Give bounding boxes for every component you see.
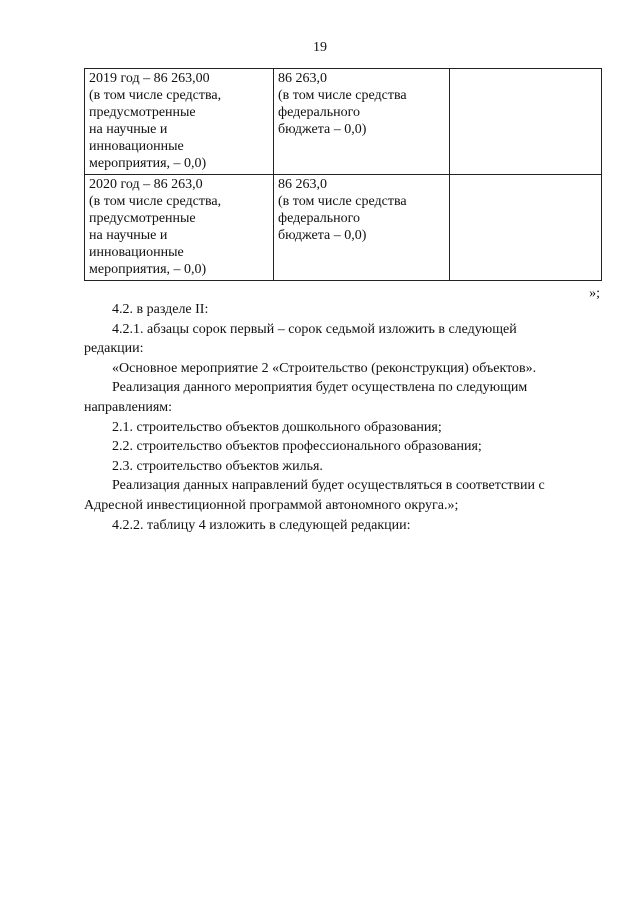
closing-quote: »; — [589, 286, 600, 301]
cell-line: федерального — [278, 105, 361, 120]
cell-line: предусмотренные — [89, 211, 196, 226]
table-cell-budget — [274, 69, 450, 175]
table-cell-year-total — [85, 175, 274, 281]
cell-line: инновационные — [89, 139, 184, 154]
paragraph: Реализация данного мероприятия будет осуществлена по следующим — [112, 380, 528, 396]
cell-line: (в том числе средства — [278, 194, 407, 209]
cell-line: мероприятия, – 0,0) — [89, 156, 207, 171]
table-row — [85, 175, 602, 281]
paragraph: редакции: — [84, 341, 144, 357]
cell-line: 2019 год – 86 263,00 — [89, 71, 210, 86]
paragraph: направлениям: — [84, 399, 173, 415]
page-number: 19 — [313, 40, 327, 55]
cell-line: (в том числе средства, — [89, 194, 222, 209]
cell-line: на научные и — [89, 122, 168, 137]
cell-line: бюджета – 0,0) — [278, 228, 367, 243]
paragraph: 4.2. в разделе II: — [112, 302, 209, 317]
paragraph: «Основное мероприятие 2 «Строительство (реконструкция) объектов». — [112, 360, 537, 376]
cell-line: 86 263,0 — [278, 177, 327, 192]
cell-line: мероприятия, – 0,0) — [89, 262, 207, 277]
paragraph: 2.1. строительство объектов дошкольного образования; — [112, 419, 442, 435]
cell-line: (в том числе средства, — [89, 88, 222, 103]
body-text — [84, 300, 602, 535]
table-cell-empty — [450, 69, 602, 175]
cell-line: 2020 год – 86 263,0 — [89, 177, 203, 192]
cell-line: бюджета – 0,0) — [278, 122, 367, 137]
paragraph: 4.2.1. абзацы сорок первый – сорок седьмой изложить в следующей — [112, 321, 517, 337]
cell-line: на научные и — [89, 228, 168, 243]
paragraph: Реализация данных направлений будет осуществляться в соответствии с — [112, 478, 545, 494]
table-cell-budget — [274, 175, 450, 281]
paragraph: 2.3. строительство объектов жилья. — [112, 458, 323, 474]
cell-line: инновационные — [89, 245, 184, 260]
table-cell-year-total — [85, 69, 274, 175]
cell-line: 86 263,0 — [278, 71, 327, 86]
cell-line: федерального — [278, 211, 361, 226]
table-row — [85, 69, 602, 175]
paragraph: 4.2.2. таблицу 4 изложить в следующей редакции: — [112, 517, 411, 533]
cell-line: предусмотренные — [89, 105, 196, 120]
paragraph: 2.2. строительство объектов профессионального образования; — [112, 439, 482, 455]
table-cell-empty — [450, 175, 602, 281]
financing-table — [84, 68, 602, 281]
cell-line: (в том числе средства — [278, 88, 407, 103]
paragraph: Адресной инвестиционной программой автономного округа.»; — [84, 497, 459, 513]
